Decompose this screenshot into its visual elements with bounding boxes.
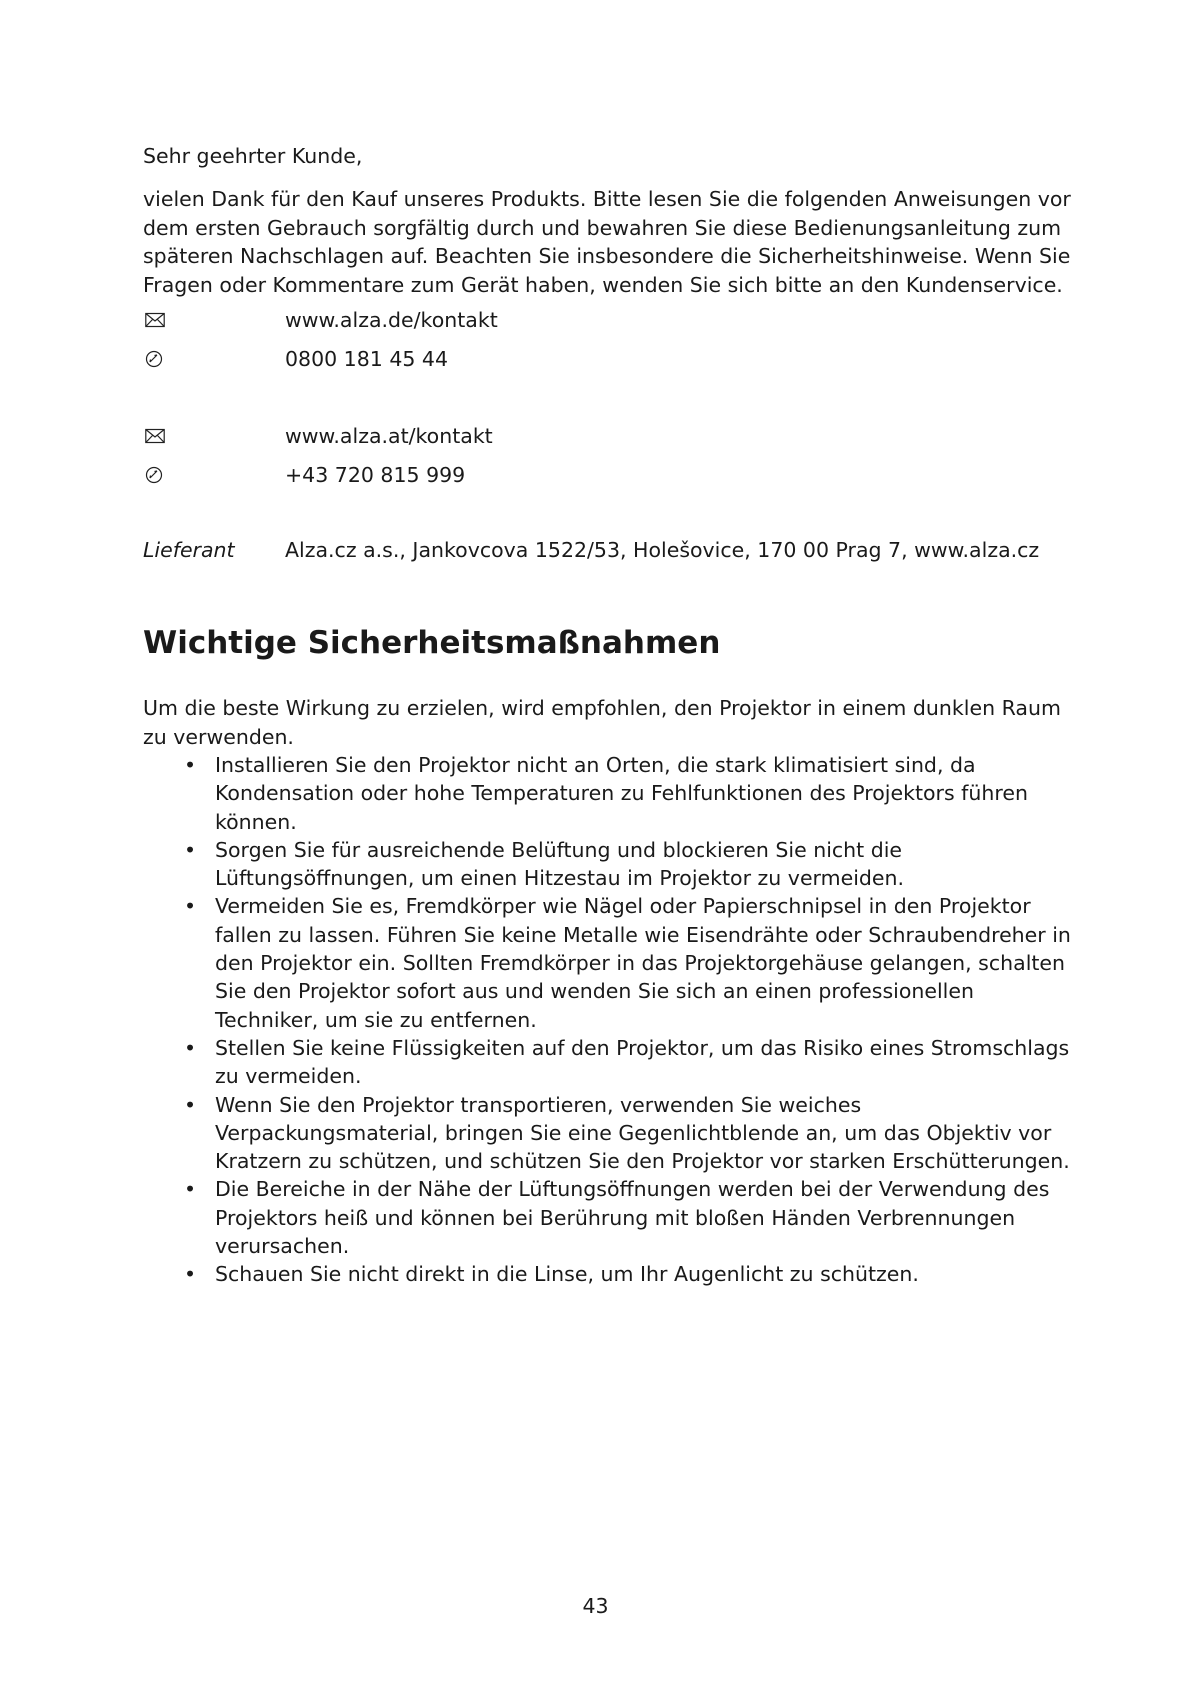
list-item-line: Techniker, um sie zu entfernen. bbox=[215, 1007, 537, 1032]
phone-icon bbox=[145, 466, 165, 484]
supplier-value: Alza.cz a.s., Jankovcova 1522/53, Holešovice, 170 00 Prag 7, www.alza.cz bbox=[285, 538, 1040, 562]
bullet-marker: • bbox=[184, 837, 197, 862]
list-item-line: den Projektor ein. Sollten Fremdkörper in das Projektorgehäuse gelangen, schalten bbox=[215, 951, 1066, 976]
list-item-line: Installieren Sie den Projektor nicht an Orten, die stark klimatisiert sind, da bbox=[215, 753, 976, 777]
list-item-line: Projektors heiß und können bei Berührung mit bloßen Händen Verbrennungen bbox=[215, 1205, 1016, 1230]
intro-paragraph bbox=[143, 185, 1071, 299]
list-item-line: fallen zu lassen. Führen Sie keine Metalle wie Eisendrähte oder Schraubendreher in bbox=[215, 922, 1071, 947]
greeting: Sehr geehrter Kunde, bbox=[143, 144, 363, 168]
intro-line: vielen Dank für den Kauf unseres Produkts. Bitte lesen Sie die folgenden Anweisungen vor bbox=[143, 187, 1071, 211]
list-item-line: Sorgen Sie für ausreichende Belüftung und blockieren Sie nicht die bbox=[215, 837, 903, 862]
contact-link-at[interactable]: www.alza.at/kontakt bbox=[285, 424, 493, 448]
list-item-line: zu vermeiden. bbox=[215, 1064, 362, 1089]
lead-line: Um die beste Wirkung zu erzielen, wird empfohlen, den Projektor in einem dunklen Raum bbox=[143, 696, 1061, 720]
intro-line: dem ersten Gebrauch sorgfältig durch und bewahren Sie diese Bedienungsanleitung zum bbox=[143, 215, 1062, 240]
list-item-line: Sie den Projektor sofort aus und wenden Sie sich an einen professionellen bbox=[215, 979, 974, 1004]
contact-link-de[interactable]: www.alza.de/kontakt bbox=[285, 308, 498, 332]
list-item-line: können. bbox=[215, 809, 297, 834]
list-item-line: Kondensation oder hohe Temperaturen zu Fehlfunktionen des Projektors führen bbox=[215, 781, 1028, 806]
list-item bbox=[143, 1175, 1103, 1260]
page-number: 43 bbox=[582, 1594, 609, 1618]
list-item-line: Kratzern zu schützen, und schützen Sie den Projektor vor starken Erschütterungen. bbox=[215, 1149, 1070, 1174]
intro-line: Fragen oder Kommentare zum Gerät haben, wenden Sie sich bitte an den Kundenservice. bbox=[143, 272, 1063, 297]
bullet-marker: • bbox=[184, 753, 197, 777]
contact-row-de-web bbox=[143, 306, 1063, 334]
list-item-line: Verpackungsmaterial, bringen Sie eine Gegenlichtblende an, um das Objektiv vor bbox=[215, 1120, 1052, 1145]
list-item bbox=[143, 836, 1103, 893]
phone-icon bbox=[145, 350, 165, 368]
bullet-marker: • bbox=[184, 1035, 197, 1060]
contact-phone-at: +43 720 815 999 bbox=[285, 463, 466, 487]
list-item bbox=[143, 892, 1103, 1033]
bullet-marker: • bbox=[184, 1092, 197, 1117]
list-item-line: Wenn Sie den Projektor transportieren, verwenden Sie weiches bbox=[215, 1092, 862, 1117]
safety-list bbox=[143, 751, 1103, 1289]
list-item bbox=[143, 1260, 1103, 1288]
list-item-line: Lüftungsöffnungen, um einen Hitzestau im Projektor zu vermeiden. bbox=[215, 866, 905, 891]
contact-row-at-web bbox=[143, 422, 1063, 450]
bullet-marker: • bbox=[184, 894, 197, 919]
lead-paragraph bbox=[143, 694, 1063, 751]
contact-phone-de: 0800 181 45 44 bbox=[285, 347, 449, 371]
supplier-label: Lieferant bbox=[143, 538, 235, 562]
list-item-line: Schauen Sie nicht direkt in die Linse, um Ihr Augenlicht zu schützen. bbox=[215, 1262, 919, 1287]
list-item bbox=[143, 1091, 1103, 1176]
bullet-marker: • bbox=[184, 1177, 197, 1202]
list-item-line: Vermeiden Sie es, Fremdkörper wie Nägel oder Papierschnipsel in den Projektor bbox=[215, 894, 1031, 919]
bullet-marker: • bbox=[184, 1262, 197, 1287]
list-item-line: verursachen. bbox=[215, 1234, 350, 1259]
list-item-line: Die Bereiche in der Nähe der Lüftungsöffnungen werden bei der Verwendung des bbox=[215, 1177, 1050, 1202]
contact-row-de-phone bbox=[143, 345, 1063, 373]
envelope-icon bbox=[145, 311, 165, 329]
lead-line: zu verwenden. bbox=[143, 724, 294, 749]
list-item bbox=[143, 1034, 1103, 1091]
intro-line: späteren Nachschlagen auf. Beachten Sie insbesondere die Sicherheitshinweise. Wenn Sie bbox=[143, 244, 1071, 268]
list-item-line: Stellen Sie keine Flüssigkeiten auf den Projektor, um das Risiko eines Stromschlags bbox=[215, 1035, 1070, 1060]
contact-row-at-phone bbox=[143, 461, 1063, 489]
list-item bbox=[143, 751, 1103, 836]
section-heading: Wichtige Sicherheitsmaßnahmen bbox=[143, 625, 721, 661]
envelope-icon bbox=[145, 427, 165, 445]
